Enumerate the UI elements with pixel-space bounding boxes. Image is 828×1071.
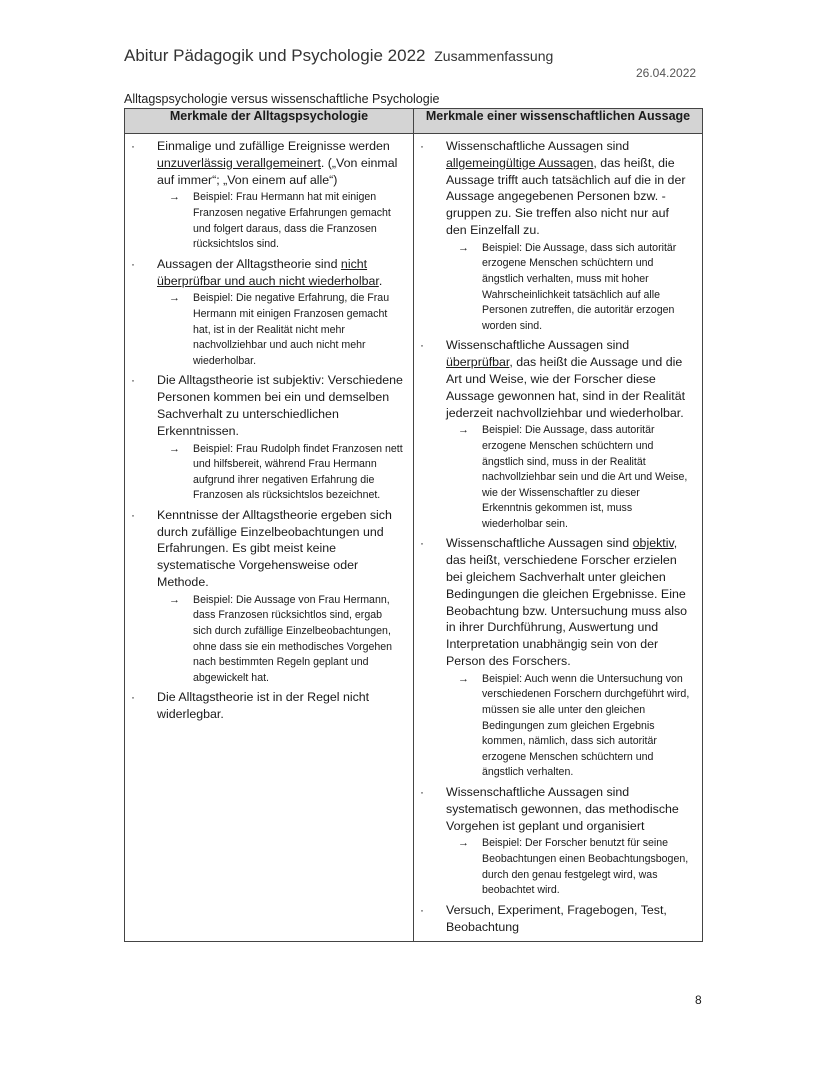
bullet-text-start: Wissenschaftliche Aussagen sind <box>446 536 633 551</box>
underlined-term: objektiv <box>632 536 674 551</box>
table-header-row <box>125 109 703 134</box>
list-item <box>129 507 403 687</box>
header-alltagspsychologie: Merkmale der Alltagspsychologie <box>125 109 414 134</box>
bullet-text <box>157 689 403 723</box>
bullet-text <box>446 902 692 936</box>
comparison-table <box>124 108 703 942</box>
bullet-text-end: , das heißt, die Aussage trifft auch tatsächlich auf die in der Aussage angegebenen Personen bzw. -gruppen zu. Sie treffen also nicht nur auf den Einzelfall zu. <box>446 155 686 237</box>
document-title <box>124 46 553 66</box>
bullet-text <box>157 507 403 591</box>
document-date: 26.04.2022 <box>636 66 697 80</box>
bullet-text-start: Wissenschaftliche Aussagen sind systematisch gewonnen, das methodische Vorgehen ist geplant und organisiert <box>446 785 679 833</box>
table-body-row <box>125 134 703 942</box>
list-item <box>418 902 692 936</box>
underlined-term: nicht überprüfbar und auch nicht wiederholbar <box>157 256 379 288</box>
arrow-right-icon: → <box>458 241 469 254</box>
arrow-right-icon: → <box>169 191 180 204</box>
list-item <box>129 689 403 723</box>
page-number: 8 <box>695 993 702 1007</box>
bullet-marker: · <box>420 902 424 917</box>
arrow-right-icon: → <box>169 593 180 606</box>
example-note <box>157 593 403 687</box>
bullet-text-start: Aussagen der Alltagstheorie sind <box>157 256 341 271</box>
list-item <box>129 372 403 504</box>
bullet-text <box>446 784 692 834</box>
bullet-text <box>446 337 692 421</box>
example-note <box>157 190 403 252</box>
bullet-text <box>446 535 692 669</box>
bullet-text-start: Wissenschaftliche Aussagen sind <box>446 139 630 153</box>
bullet-text-end: , das heißt die Aussage und die Art und Weise, wie der Forscher diese Aussage gewonnen hat, sind in der Realität jederzeit nachvollziehbar und wiederholbar. <box>446 355 686 420</box>
bullet-text-start: Einmalige und zufällige Ereignisse werden <box>157 139 390 153</box>
arrow-right-icon: → <box>458 672 469 685</box>
bullet-marker: · <box>420 785 424 800</box>
bullet-text-start: Die Alltagstheorie ist subjektiv: Verschiedene Personen kommen bei ein und demselben Sachverhalt zu unterschiedlichen Erkenntnissen. <box>157 373 403 438</box>
bullet-marker: · <box>131 139 135 153</box>
bullet-marker: · <box>131 690 135 705</box>
example-text: Beispiel: Auch wenn die Untersuchung von verschiedenen Forschern durchgeführt wird, müssen sie alle unter den gleichen Bedingungen zum gleichen Ergebnis kommen, nämlich, dass sich autoritär erzogene Menschen schüchtern und ängstlich verhalten. <box>482 672 690 779</box>
bullet-text-end: , das heißt, verschiedene Forscher erzielen bei gleichem Sachverhalt unter gleichen Bedingungen die gleichen Ergebnisse. Eine Beobachtung bzw. Untersuchung muss also in ihrer Durchführung, Auswertung und Interpretation unabhängig sein von der Person des Forschers. <box>446 536 688 669</box>
bullet-marker: · <box>131 256 135 271</box>
column-wissenschaftliche-aussage <box>414 134 703 942</box>
list-item <box>129 138 403 253</box>
example-note <box>446 423 692 532</box>
document-subtitle: Zusammenfassung <box>434 48 554 64</box>
example-text: Beispiel: Frau Hermann hat mit einigen Franzosen negative Erfahrungen gemacht und folgert daraus, dass die Franzosen rücksichtslos sind. <box>193 191 391 251</box>
bullet-marker: · <box>131 373 135 388</box>
bullet-text <box>157 256 403 290</box>
example-note <box>446 836 692 898</box>
bullet-text-end: . <box>378 273 383 288</box>
bullet-marker: · <box>420 536 424 551</box>
bullet-text-start: Wissenschaftliche Aussagen sind <box>446 338 630 353</box>
document-title-main: Abitur Pädagogik und Psychologie 2022 <box>124 46 426 65</box>
example-text: Beispiel: Die Aussage, dass autoritär erzogene Menschen schüchtern und ängstlich sind, muss in der Realität nachvollziehbar sein und die Art und Weise, wie der Wissenschaftler zu dieser Erkenntnis gekommen ist, muss wiederholbar sein. <box>482 424 688 530</box>
list-item <box>129 256 403 370</box>
header-wissenschaftliche-aussage: Merkmale einer wissenschaftlichen Aussage <box>414 109 703 134</box>
bullet-text <box>157 138 403 188</box>
column-alltagspsychologie <box>125 134 414 942</box>
arrow-right-icon: → <box>458 837 469 850</box>
example-note <box>157 442 403 504</box>
example-text: Beispiel: Die negative Erfahrung, die Frau Hermann mit einigen Franzosen gemacht hat, ist in der Realität nicht mehr nachvollziehbar und auch nicht mehr wiederholbar. <box>193 292 390 367</box>
bullet-text-end: . („Von einmal auf immer“; „Von einem auf alle“) <box>157 155 398 187</box>
arrow-right-icon: → <box>458 424 469 437</box>
left-bullet-list <box>129 138 403 723</box>
example-text: Beispiel: Die Aussage, dass sich autoritär erzogene Menschen schüchtern und ängstlich verhalten, muss mit hoher Wahrscheinlichkeit tatsächlich auf alle Personen zutreffen, die autoritär erzogen worden sind. <box>482 241 677 332</box>
list-item <box>418 535 692 781</box>
bullet-text-start: Die Alltagstheorie ist in der Regel nicht widerlegbar. <box>157 690 370 722</box>
example-note <box>446 672 692 781</box>
right-bullet-list <box>418 138 692 935</box>
bullet-text <box>157 372 403 439</box>
bullet-text-start: Versuch, Experiment, Fragebogen, Test, Beobachtung <box>446 902 667 934</box>
bullet-text <box>446 138 692 239</box>
example-text: Beispiel: Der Forscher benutzt für seine Beobachtungen einen Beobachtungsbogen, durch den genau festgelegt wird, was beobachtet wird. <box>482 837 689 897</box>
table-caption: Alltagspsychologie versus wissenschaftliche Psychologie <box>124 92 440 106</box>
underlined-term: allgemeingültige Aussagen <box>446 155 594 170</box>
arrow-right-icon: → <box>169 442 180 455</box>
list-item <box>418 138 692 334</box>
underlined-term: unzuverlässig verallgemeinert <box>157 155 321 170</box>
bullet-text-start: Kenntnisse der Alltagstheorie ergeben sich durch zufällige Einzelbeobachtungen und Erfahrungen. Es gibt meist keine systematische Vorgehensweise oder Methode. <box>157 507 392 590</box>
example-text: Beispiel: Frau Rudolph findet Franzosen nett und hilfsbereit, während Frau Hermann aufgrund ihrer negativen Erfahrung die Franzosen als rücksichtslos bezeichnet. <box>193 442 403 502</box>
arrow-right-icon: → <box>169 292 180 305</box>
bullet-marker: · <box>131 507 135 522</box>
bullet-marker: · <box>420 139 424 153</box>
underlined-term: überprüfbar <box>446 355 510 370</box>
example-note <box>157 291 403 369</box>
example-note <box>446 241 692 335</box>
example-text: Beispiel: Die Aussage von Frau Hermann, dass Franzosen rücksichtlos sind, ergab sich durch zufällige Einzelbeobachtungen, ohne dass sie ein methodisches Vorgehen nach bestimmten Regeln geplant und abgewickelt hat. <box>193 593 393 684</box>
list-item <box>418 784 692 899</box>
list-item <box>418 337 692 532</box>
bullet-marker: · <box>420 338 424 353</box>
